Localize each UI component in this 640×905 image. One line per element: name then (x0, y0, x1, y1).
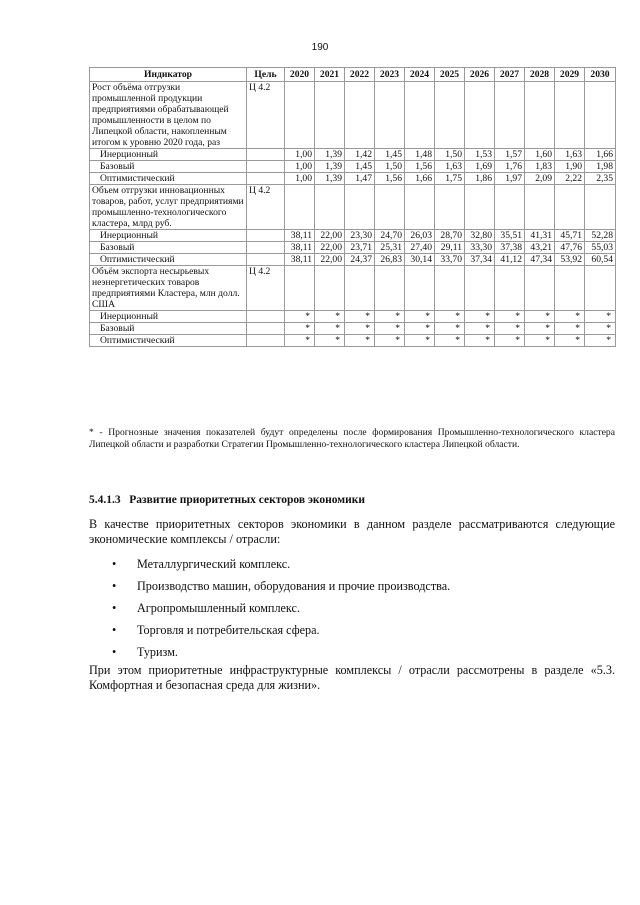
indicator-row (90, 185, 616, 230)
value-cell: 1,63 (555, 149, 585, 161)
value-cell: * (345, 311, 375, 323)
value-cell: * (315, 311, 345, 323)
value-cell: 2,22 (555, 173, 585, 185)
value-cell: * (345, 335, 375, 347)
empty-cell (315, 82, 345, 149)
value-cell: 26,83 (375, 254, 405, 266)
col-header-goal: Цель (247, 68, 285, 82)
value-cell: * (435, 335, 465, 347)
value-cell: 1,00 (285, 161, 315, 173)
empty-cell (285, 185, 315, 230)
empty-cell (345, 185, 375, 230)
empty-cell (435, 82, 465, 149)
value-cell: 1,86 (465, 173, 495, 185)
value-cell: * (585, 311, 616, 323)
list-item-text: Туризм. (137, 645, 178, 659)
value-cell: * (315, 323, 345, 335)
value-cell: * (285, 335, 315, 347)
value-cell: 22,00 (315, 230, 345, 242)
scenario-label: Базовый (90, 242, 247, 254)
scenario-row (90, 173, 616, 185)
value-cell: 1,45 (345, 161, 375, 173)
value-cell: 47,34 (525, 254, 555, 266)
indicator-name-cell: Объём экспорта несырьевых неэнергетических товаров предприятиями Кластера, млн долл. США (90, 266, 247, 311)
empty-cell (345, 82, 375, 149)
value-cell: 29,11 (435, 242, 465, 254)
value-cell: * (375, 311, 405, 323)
scenario-label: Инерционный (90, 311, 247, 323)
empty-cell (247, 149, 285, 161)
value-cell: 1,39 (315, 161, 345, 173)
value-cell: 27,40 (405, 242, 435, 254)
empty-cell (525, 185, 555, 230)
value-cell: 2,35 (585, 173, 616, 185)
value-cell: * (495, 311, 525, 323)
value-cell: 1,39 (315, 149, 345, 161)
value-cell: 1,83 (525, 161, 555, 173)
value-cell: 38,11 (285, 230, 315, 242)
value-cell: 47,76 (555, 242, 585, 254)
empty-cell (585, 266, 616, 311)
scenario-label: Инерционный (90, 230, 247, 242)
list-item (89, 641, 450, 663)
empty-cell (247, 311, 285, 323)
value-cell: 1,47 (345, 173, 375, 185)
value-cell: 35,51 (495, 230, 525, 242)
value-cell: 37,34 (465, 254, 495, 266)
empty-cell (405, 266, 435, 311)
value-cell: 1,42 (345, 149, 375, 161)
value-cell: 1,75 (435, 173, 465, 185)
scenario-label: Базовый (90, 161, 247, 173)
list-item (89, 575, 450, 597)
list-item (89, 553, 450, 575)
value-cell: 1,98 (585, 161, 616, 173)
value-cell: 1,66 (405, 173, 435, 185)
empty-cell (375, 266, 405, 311)
priority-sectors-list (89, 553, 450, 663)
value-cell: 1,50 (375, 161, 405, 173)
list-item-text: Агропромышленный комплекс. (137, 601, 301, 615)
bullet-icon: • (112, 557, 117, 571)
value-cell: * (435, 323, 465, 335)
value-cell: 55,03 (585, 242, 616, 254)
list-item-text: Производство машин, оборудования и прочие производства. (137, 579, 451, 593)
list-item-text: Металлургический комплекс. (137, 557, 291, 571)
empty-cell (345, 266, 375, 311)
scenario-label: Оптимистический (90, 254, 247, 266)
section-title: Развитие приоритетных секторов экономики (129, 494, 366, 506)
value-cell: 1,76 (495, 161, 525, 173)
value-cell: 53,92 (555, 254, 585, 266)
col-header-year: 2025 (435, 68, 465, 82)
value-cell: * (435, 311, 465, 323)
empty-cell (525, 266, 555, 311)
indicators-table (89, 67, 616, 347)
empty-cell (465, 266, 495, 311)
value-cell: * (465, 323, 495, 335)
col-header-year: 2029 (555, 68, 585, 82)
value-cell: 1,48 (405, 149, 435, 161)
value-cell: * (405, 323, 435, 335)
col-header-indicator: Индикатор (90, 68, 247, 82)
value-cell: 41,31 (525, 230, 555, 242)
value-cell: 38,11 (285, 242, 315, 254)
value-cell: * (525, 323, 555, 335)
empty-cell (247, 335, 285, 347)
scenario-row (90, 311, 616, 323)
value-cell: 32,80 (465, 230, 495, 242)
value-cell: 60,54 (585, 254, 616, 266)
value-cell: * (495, 323, 525, 335)
value-cell: * (405, 335, 435, 347)
value-cell: 25,31 (375, 242, 405, 254)
value-cell: 37,38 (495, 242, 525, 254)
list-item-text: Торговля и потребительская сфера. (137, 623, 320, 637)
empty-cell (375, 185, 405, 230)
value-cell: * (555, 323, 585, 335)
col-header-year: 2026 (465, 68, 495, 82)
empty-cell (247, 254, 285, 266)
scenario-row (90, 242, 616, 254)
value-cell: 1,53 (465, 149, 495, 161)
value-cell: * (585, 335, 616, 347)
scenario-label: Оптимистический (90, 335, 247, 347)
empty-cell (247, 173, 285, 185)
col-header-year: 2022 (345, 68, 375, 82)
list-item (89, 597, 450, 619)
value-cell: 1,56 (405, 161, 435, 173)
value-cell: * (585, 323, 616, 335)
value-cell: * (375, 323, 405, 335)
empty-cell (315, 185, 345, 230)
value-cell: * (525, 335, 555, 347)
value-cell: 52,28 (585, 230, 616, 242)
list-item (89, 619, 450, 641)
value-cell: 1,57 (495, 149, 525, 161)
value-cell: * (525, 311, 555, 323)
empty-cell (435, 266, 465, 311)
empty-cell (585, 185, 616, 230)
value-cell: * (555, 311, 585, 323)
empty-cell (247, 230, 285, 242)
footnote: * - Прогнозные значения показателей будут определены после формирования Промышленно-технологического кластера Липецкой области и разработки Стратегии Промышленно-технологического кластера Липецкой области. (89, 427, 615, 450)
empty-cell (465, 82, 495, 149)
table-header-row (90, 68, 616, 82)
value-cell: 30,14 (405, 254, 435, 266)
empty-cell (285, 82, 315, 149)
goal-cell: Ц 4.2 (247, 185, 285, 230)
goal-cell: Ц 4.2 (247, 266, 285, 311)
bullet-icon: • (112, 601, 117, 615)
value-cell: 2,09 (525, 173, 555, 185)
table-body (90, 82, 616, 347)
value-cell: 24,70 (375, 230, 405, 242)
empty-cell (375, 82, 405, 149)
value-cell: 22,00 (315, 254, 345, 266)
indicator-row (90, 266, 616, 311)
value-cell: 45,71 (555, 230, 585, 242)
empty-cell (405, 82, 435, 149)
indicator-name-cell: Рост объёма отгрузки промышленной продукции предприятиями обрабатывающей промышленности в целом по Липецкой области, накопленным итогом к уровню 2020 года, раз (90, 82, 247, 149)
scenario-row (90, 161, 616, 173)
scenario-row (90, 230, 616, 242)
value-cell: 41,12 (495, 254, 525, 266)
value-cell: 1,00 (285, 173, 315, 185)
intro-paragraph: В качестве приоритетных секторов экономики в данном разделе рассматриваются следующие экономические комплексы / отрасли: (89, 517, 615, 546)
value-cell: * (465, 311, 495, 323)
empty-cell (247, 161, 285, 173)
value-cell: 1,00 (285, 149, 315, 161)
value-cell: 22,00 (315, 242, 345, 254)
bullet-icon: • (112, 579, 117, 593)
value-cell: 1,69 (465, 161, 495, 173)
bullet-icon: • (112, 623, 117, 637)
col-header-year: 2028 (525, 68, 555, 82)
scenario-label: Базовый (90, 323, 247, 335)
value-cell: 1,56 (375, 173, 405, 185)
value-cell: 1,45 (375, 149, 405, 161)
scenario-row (90, 149, 616, 161)
scenario-label: Инерционный (90, 149, 247, 161)
value-cell: 38,11 (285, 254, 315, 266)
value-cell: * (495, 335, 525, 347)
goal-cell: Ц 4.2 (247, 82, 285, 149)
section-number: 5.4.1.3 (89, 494, 121, 506)
scenario-row (90, 335, 616, 347)
empty-cell (555, 185, 585, 230)
value-cell: 1,50 (435, 149, 465, 161)
col-header-year: 2030 (585, 68, 616, 82)
value-cell: 23,30 (345, 230, 375, 242)
col-header-year: 2024 (405, 68, 435, 82)
scenario-label: Оптимистический (90, 173, 247, 185)
value-cell: 1,39 (315, 173, 345, 185)
value-cell: * (465, 335, 495, 347)
value-cell: 33,70 (435, 254, 465, 266)
value-cell: 1,63 (435, 161, 465, 173)
value-cell: 1,66 (585, 149, 616, 161)
value-cell: 23,71 (345, 242, 375, 254)
value-cell: * (345, 323, 375, 335)
value-cell: * (285, 323, 315, 335)
value-cell: 26,03 (405, 230, 435, 242)
value-cell: * (315, 335, 345, 347)
empty-cell (247, 323, 285, 335)
indicator-name-cell: Объем отгрузки инновационных товаров, работ, услуг предприятиями промышленно-технологического кластера, млрд руб. (90, 185, 247, 230)
value-cell: 1,97 (495, 173, 525, 185)
col-header-year: 2021 (315, 68, 345, 82)
section-heading (89, 494, 365, 506)
col-header-year: 2020 (285, 68, 315, 82)
empty-cell (247, 242, 285, 254)
value-cell: * (555, 335, 585, 347)
page-number: 190 (311, 42, 329, 53)
empty-cell (525, 82, 555, 149)
value-cell: 33,30 (465, 242, 495, 254)
closing-paragraph: При этом приоритетные инфраструктурные комплексы / отрасли рассмотрены в разделе «5.3. Комфортная и безопасная среда для жизни». (89, 663, 615, 692)
empty-cell (285, 266, 315, 311)
empty-cell (585, 82, 616, 149)
value-cell: 1,60 (525, 149, 555, 161)
value-cell: * (285, 311, 315, 323)
empty-cell (405, 185, 435, 230)
empty-cell (495, 185, 525, 230)
scenario-row (90, 254, 616, 266)
value-cell: 1,90 (555, 161, 585, 173)
empty-cell (315, 266, 345, 311)
empty-cell (555, 266, 585, 311)
value-cell: 28,70 (435, 230, 465, 242)
empty-cell (555, 82, 585, 149)
bullet-icon: • (112, 645, 117, 659)
indicator-row (90, 82, 616, 149)
value-cell: 24,37 (345, 254, 375, 266)
scenario-row (90, 323, 616, 335)
empty-cell (435, 185, 465, 230)
empty-cell (495, 82, 525, 149)
empty-cell (495, 266, 525, 311)
value-cell: * (375, 335, 405, 347)
value-cell: * (405, 311, 435, 323)
empty-cell (465, 185, 495, 230)
value-cell: 43,21 (525, 242, 555, 254)
col-header-year: 2023 (375, 68, 405, 82)
col-header-year: 2027 (495, 68, 525, 82)
